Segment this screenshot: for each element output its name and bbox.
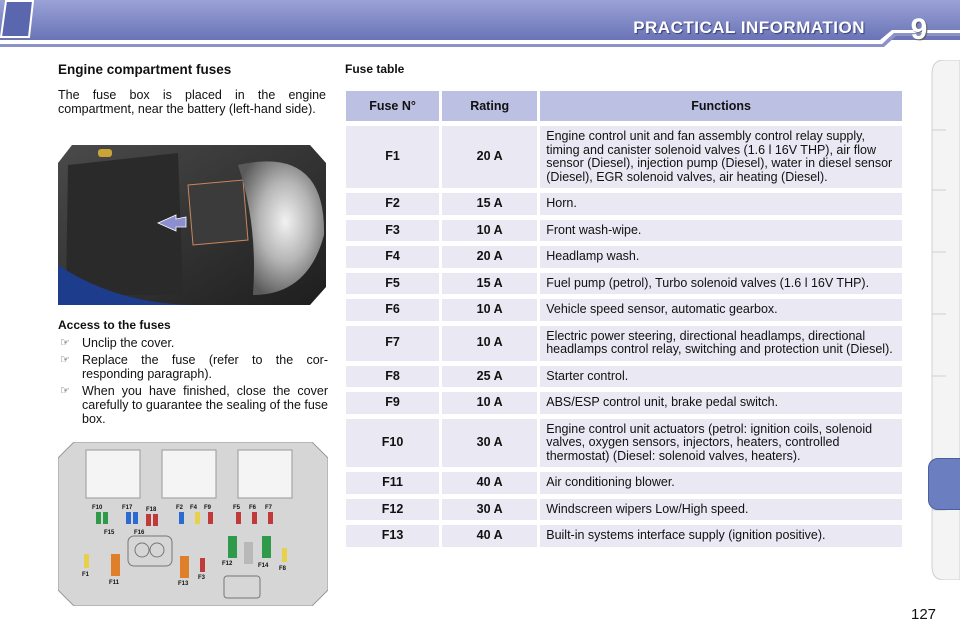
table-row [346, 246, 902, 268]
header-title: PRACTICAL INFORMATION [633, 18, 865, 37]
fuse-label: F16 [134, 530, 145, 536]
fuse-function: Vehicle speed sensor, automatic gearbox. [540, 299, 902, 321]
fuse-label: F3 [198, 575, 206, 581]
hand-pointer-icon: ☞ [60, 354, 70, 366]
fuse-number: F4 [346, 246, 439, 268]
fuse-number: F7 [346, 326, 439, 361]
intro-paragraph: The fuse box is placed in the engine compartment, near the battery (left-hand side). [58, 88, 326, 116]
fuse-rating: 10 A [442, 220, 537, 242]
fuse-rating: 10 A [442, 326, 537, 361]
fuse-function: Headlamp wash. [540, 246, 902, 268]
fuse-label: F5 [233, 505, 241, 511]
fuse-rating: 25 A [442, 366, 537, 388]
table-row [346, 525, 902, 547]
table-row [346, 273, 902, 295]
fuse-label: F9 [204, 505, 212, 511]
column-header-rating: Rating [442, 91, 537, 121]
table-row [346, 126, 902, 188]
chapter-tab-active[interactable] [928, 458, 960, 510]
table-row [346, 419, 902, 468]
fuse-label: F8 [279, 566, 287, 572]
fuse-label: F13 [178, 581, 189, 587]
table-row [346, 193, 902, 215]
fuse-label: F11 [109, 580, 120, 586]
page-number: 127 [911, 606, 937, 623]
column-header-fuse: Fuse N° [346, 91, 439, 121]
fuse-function: Air conditioning blower. [540, 472, 902, 494]
fuse-rating: 10 A [442, 392, 537, 414]
access-title: Access to the fuses [58, 318, 171, 332]
fuse-function: Electric power steering, directional headlamps, directional headlamps control relay, switching and protection unit (Diesel). [540, 326, 902, 361]
table-row [346, 472, 902, 494]
hand-pointer-icon: ☞ [60, 385, 70, 397]
fuse-label: F14 [258, 563, 269, 569]
fuse-number: F13 [346, 525, 439, 547]
table-row [346, 299, 902, 321]
fuse-number: F1 [346, 126, 439, 188]
fuse-label: F10 [92, 505, 103, 511]
fuse-table [343, 86, 905, 552]
access-steps [58, 336, 328, 429]
list-item: ☞ Unclip the cover. [60, 336, 175, 350]
fuse-label: F6 [249, 505, 257, 511]
fuse-label: F17 [122, 505, 133, 511]
fuse-label: F2 [176, 505, 184, 511]
fuse-label: F4 [190, 505, 198, 511]
fuse-rating: 40 A [442, 472, 537, 494]
table-row [346, 366, 902, 388]
fuse-label: F12 [222, 561, 233, 567]
hand-pointer-icon: ☞ [60, 337, 70, 349]
fuse-number: F3 [346, 220, 439, 242]
fuse-rating: 15 A [442, 273, 537, 295]
fuse-function: Built-in systems interface supply (ignition positive). [540, 525, 902, 547]
list-item: ☞ When you have finished, close the cover carefully to guarantee the sealing of the fuse box. [60, 384, 328, 426]
fuse-label: F18 [146, 507, 157, 513]
fuse-number: F6 [346, 299, 439, 321]
engine-compartment-photo [58, 145, 326, 305]
fuse-rating: 10 A [442, 299, 537, 321]
fuse-number: F5 [346, 273, 439, 295]
fuse-label: F1 [82, 572, 90, 578]
table-header-row [346, 91, 902, 121]
fuse-number: F2 [346, 193, 439, 215]
fuse-rating: 30 A [442, 419, 537, 468]
fuse-function: Engine control unit and fan assembly control relay supply, timing and canister solenoid valves (1.6 l 16V THP), air flow sensor (Diesel), injection pump (Diesel), water in diesel sensor (Diesel), EGR solenoid valves, air heating (Diesel). [540, 126, 902, 188]
fuse-function: Front wash-wipe. [540, 220, 902, 242]
list-item: ☞ Replace the fuse (refer to the cor-responding paragraph). [60, 353, 328, 381]
fuse-function: Windscreen wipers Low/High speed. [540, 499, 902, 521]
table-row [346, 326, 902, 361]
fuse-number: F11 [346, 472, 439, 494]
chapter-badge [0, 0, 34, 38]
table-row [346, 392, 902, 414]
fuse-box-diagram [58, 442, 328, 606]
table-row [346, 220, 902, 242]
page-header [0, 0, 960, 48]
fuse-rating: 40 A [442, 525, 537, 547]
fuse-label: F7 [265, 505, 273, 511]
fuse-number: F8 [346, 366, 439, 388]
fuse-number: F9 [346, 392, 439, 414]
fuse-function: Starter control. [540, 366, 902, 388]
fuse-function: Horn. [540, 193, 902, 215]
fuse-rating: 15 A [442, 193, 537, 215]
fuse-number: F10 [346, 419, 439, 468]
table-row [346, 499, 902, 521]
fuse-label: F15 [104, 530, 115, 536]
fuse-number: F12 [346, 499, 439, 521]
fuse-rating: 20 A [442, 246, 537, 268]
fuse-function: Fuel pump (petrol), Turbo solenoid valves (1.6 l 16V THP). [540, 273, 902, 295]
fuse-rating: 30 A [442, 499, 537, 521]
column-header-functions: Functions [540, 91, 902, 121]
table-title: Fuse table [345, 62, 405, 76]
fuse-function: Engine control unit actuators (petrol: ignition coils, solenoid valves, oxygen sensors, injectors, heaters, controlled thermostat) (Diesel: solenoid valves, heaters). [540, 419, 902, 468]
fuse-rating: 20 A [442, 126, 537, 188]
chapter-number: 9 [910, 13, 928, 46]
fuse-function: ABS/ESP control unit, brake pedal switch. [540, 392, 902, 414]
section-title: Engine compartment fuses [58, 62, 232, 77]
